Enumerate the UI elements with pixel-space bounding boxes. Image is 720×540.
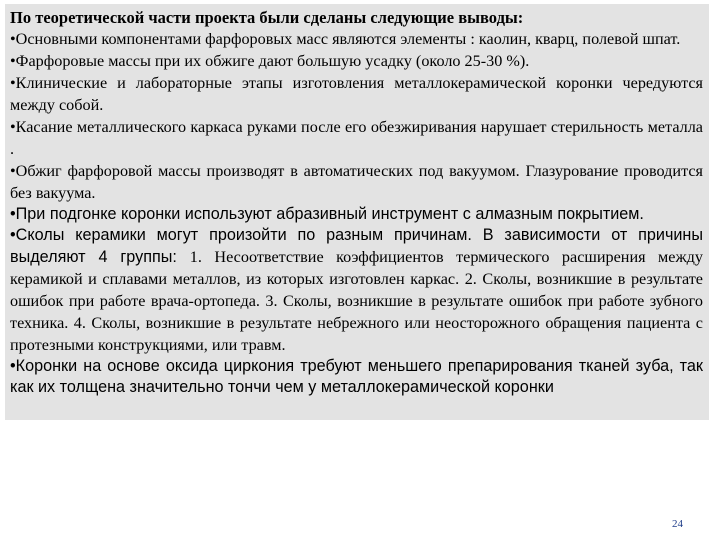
conclusions-text-box[interactable] bbox=[5, 4, 709, 420]
bullet-ceramic-chips-intro: •Сколы керамики могут произойти по разным причинам. В зависимости от причины выделяют 4 группы: bbox=[10, 226, 703, 266]
bullet-porcelain-components: •Основными компонентами фарфоровых масс являются элементы : каолин, кварц, полевой шпат. bbox=[10, 30, 681, 48]
bullet-ceramic-chips bbox=[10, 225, 703, 356]
bullet-frame-sterility: •Касание металлического каркаса руками после его обезжиривания нарушает стерильность металла . bbox=[10, 118, 703, 158]
bullet-clinical-lab-stages: •Клинические и лабораторные этапы изготовления металлокерамической коронки чередуются между собой. bbox=[10, 74, 703, 114]
bullet-zirconia-crowns: •Коронки на основе оксида циркония требуют меньшего препарирования тканей зуба, так как их толщена значительно тончи чем у металлокерамической коронки bbox=[10, 357, 703, 396]
slide-title: По теоретической части проекта были сделаны следующие выводы: bbox=[10, 8, 524, 27]
bullet-firing-vacuum: •Обжиг фарфоровой массы производят в автоматических под вакуумом. Глазурование проводится без вакуума. bbox=[10, 162, 703, 202]
bullet-ceramic-chips-groups: 1. Несоответствие коэффициентов термического расширения между керамикой и сплавами металлов, из которых изготовлен каркас. 2. Сколы, возникшие в результате ошибок при работе врача-ортопеда. 3. Сколы, возникшие в результате ошибок при работе зубного техника. 4. Сколы, возникшие в результате небрежного или неосторожного обращения пациента с протезными конструкциями, или травм. bbox=[10, 248, 703, 354]
bullet-firing-shrinkage: •Фарфоровые массы при их обжиге дают большую усадку (около 25-30 %). bbox=[10, 52, 530, 70]
bullet-abrasive-tool: •При подгонке коронки используют абразивный инструмент с алмазным покрытием. bbox=[10, 205, 644, 223]
page-number: 24 bbox=[672, 518, 683, 530]
